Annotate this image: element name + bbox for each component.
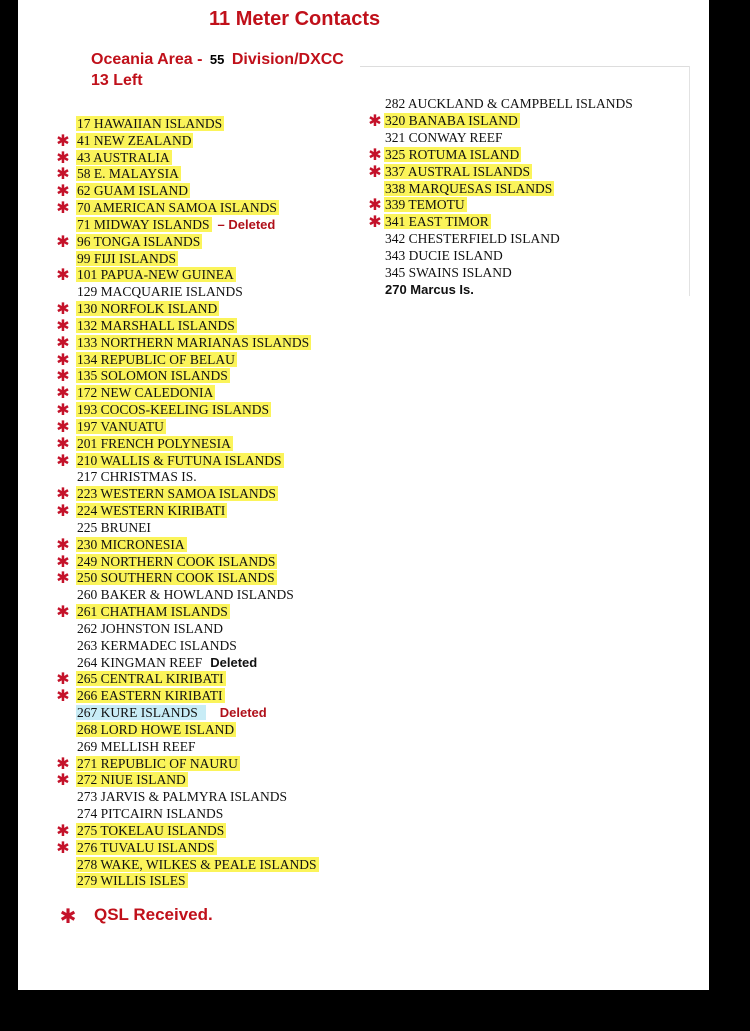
entity-label: 223 WESTERN SAMOA ISLANDS <box>77 486 276 502</box>
entity-label: 263 KERMADEC ISLANDS <box>77 637 237 653</box>
legend-text: QSL Received. <box>94 905 213 924</box>
entity-entry <box>76 587 296 603</box>
entity-entry <box>76 318 237 334</box>
entity-entry <box>76 469 199 485</box>
entity-label: 260 BAKER & HOWLAND ISLANDS <box>77 587 294 603</box>
entity-label: 279 WILLIS ISLES <box>77 873 186 889</box>
entity-entry <box>76 537 187 553</box>
asterisk-icon: ✱ <box>368 161 382 181</box>
asterisk-icon: ✱ <box>56 164 70 184</box>
asterisk-icon: ✱ <box>56 147 70 167</box>
asterisk-icon: ✱ <box>56 265 70 285</box>
entity-entry <box>76 301 219 317</box>
area-count: 55 <box>209 52 225 67</box>
entity-label: 230 MICRONESIA <box>77 536 185 552</box>
entity-entry <box>76 688 225 704</box>
entity-label: 197 VANUATU <box>77 418 164 434</box>
entity-label: 342 CHESTERFIELD ISLAND <box>385 231 560 247</box>
entity-label: 250 SOUTHERN COOK ISLANDS <box>77 570 275 586</box>
entity-entry <box>384 147 521 163</box>
entity-label: 321 CONWAY REEF <box>385 129 503 145</box>
entity-entry <box>384 265 514 281</box>
entity-label: 201 FRENCH POLYNESIA <box>77 435 231 451</box>
entity-label: 135 SOLOMON ISLANDS <box>77 368 228 384</box>
entity-label: 172 NEW CALEDONIA <box>77 385 214 401</box>
entity-entry <box>76 453 284 469</box>
entity-entry <box>76 267 236 283</box>
entity-label: 41 NEW ZEALAND <box>77 132 192 148</box>
entity-label: 132 MARSHALL ISLANDS <box>77 317 235 333</box>
entity-label: 70 AMERICAN SAMOA ISLANDS <box>77 200 277 216</box>
entity-entry <box>76 436 233 452</box>
entity-entry <box>384 181 554 197</box>
asterisk-icon: ✱ <box>56 450 70 470</box>
entity-entry <box>76 133 193 149</box>
entity-entry <box>384 113 520 129</box>
asterisk-icon: ✱ <box>56 383 70 403</box>
entity-label: 341 EAST TIMOR <box>385 214 489 230</box>
entity-label: 270 Marcus Is. <box>385 281 474 297</box>
entity-label: 43 AUSTRALIA <box>77 149 170 165</box>
asterisk-icon: ✱ <box>56 534 70 554</box>
entity-entry <box>76 352 237 368</box>
entity-entry <box>76 251 178 267</box>
entity-label: 337 AUSTRAL ISLANDS <box>385 163 531 179</box>
entity-label: 339 TEMOTU <box>385 197 465 213</box>
entity-entry <box>76 520 153 536</box>
entity-label: 338 MARQUESAS ISLANDS <box>385 180 553 196</box>
entity-entry <box>384 214 491 230</box>
asterisk-icon: ✱ <box>56 433 70 453</box>
asterisk-icon: ✱ <box>368 144 382 164</box>
asterisk-icon: ✱ <box>56 181 70 201</box>
entity-label: 343 DUCIE ISLAND <box>385 248 503 264</box>
divider-line <box>360 66 690 67</box>
entity-label: 261 CHATHAM ISLANDS <box>77 604 228 620</box>
entity-entry <box>76 368 230 384</box>
entity-entry <box>76 166 181 182</box>
entity-label: 266 EASTERN KIRIBATI <box>77 688 223 704</box>
entity-entry <box>76 873 188 889</box>
entity-entry <box>76 486 278 502</box>
entity-entry <box>76 503 227 519</box>
entity-label: 62 GUAM ISLAND <box>77 183 188 199</box>
asterisk-icon: ✱ <box>56 669 70 689</box>
entity-entry <box>76 638 239 654</box>
entity-label: 276 TUVALU ISLANDS <box>77 839 215 855</box>
entity-label: 101 PAPUA-NEW GUINEA <box>77 267 234 283</box>
asterisk-icon: ✱ <box>56 837 70 857</box>
asterisk-icon: ✱ <box>56 753 70 773</box>
entity-entry <box>76 789 289 805</box>
entity-entry <box>76 284 245 300</box>
entity-label: 71 MIDWAY ISLANDS <box>77 216 210 232</box>
entity-label: 217 CHRISTMAS IS. <box>77 469 197 485</box>
entity-label: 224 WESTERN KIRIBATI <box>77 503 226 519</box>
area-division: Division/DXCC <box>231 51 344 68</box>
entity-entry <box>384 231 562 247</box>
entity-label: 325 ROTUMA ISLAND <box>385 146 520 162</box>
entity-label: 274 PITCAIRN ISLANDS <box>77 806 224 822</box>
entity-label: 273 JARVIS & PALMYRA ISLANDS <box>77 789 287 805</box>
entity-entry <box>76 419 166 435</box>
asterisk-icon: ✱ <box>368 195 382 215</box>
entity-label: 271 REPUBLIC OF NAURU <box>77 755 238 771</box>
entity-entry <box>76 671 226 687</box>
deleted-note: Deleted <box>210 654 258 670</box>
entity-entry <box>384 197 467 213</box>
deleted-note: – Deleted <box>217 216 276 232</box>
entity-label: 130 NORFOLK ISLAND <box>77 301 218 317</box>
asterisk-icon: ✱ <box>368 212 382 232</box>
area-label: Oceania Area - <box>91 51 203 68</box>
entity-label: 193 COCOS-KEELING ISLANDS <box>77 402 269 418</box>
entity-entry <box>76 335 311 351</box>
entity-entry <box>384 248 505 264</box>
entity-entry <box>384 282 476 298</box>
entity-label: 133 NORTHERN MARIANAS ISLANDS <box>77 334 310 350</box>
entity-entry <box>76 554 277 570</box>
asterisk-icon: ✱ <box>56 231 70 251</box>
entity-label: 58 E. MALAYSIA <box>77 166 179 182</box>
entity-label: 99 FIJI ISLANDS <box>77 250 177 266</box>
entity-entry <box>76 234 202 250</box>
entity-entry <box>76 722 236 738</box>
asterisk-icon: ✱ <box>56 198 70 218</box>
entity-entry <box>76 183 190 199</box>
entity-label: 275 TOKELAU ISLANDS <box>77 822 225 838</box>
entity-label: 225 BRUNEI <box>77 519 151 535</box>
entity-entry <box>76 857 319 873</box>
asterisk-icon: ✱ <box>56 400 70 420</box>
asterisk-icon: ✱ <box>368 110 382 130</box>
asterisk-icon: ✱ <box>56 501 70 521</box>
entity-label: 269 MELLISH REEF <box>77 738 196 754</box>
asterisk-icon: ✱ <box>56 130 70 150</box>
entity-entry <box>76 150 172 166</box>
entity-label: 264 KINGMAN REEF <box>77 654 203 670</box>
entity-label: 17 HAWAIIAN ISLANDS <box>77 116 223 131</box>
asterisk-icon: ✱ <box>56 299 70 319</box>
entity-label: 267 KURE ISLANDS <box>76 705 206 720</box>
asterisk-icon: ✱ <box>56 602 70 622</box>
entity-entry <box>76 402 271 418</box>
entity-label: 134 REPUBLIC OF BELAU <box>77 351 235 367</box>
entity-entry <box>76 806 225 822</box>
entity-entry <box>76 621 225 637</box>
asterisk-icon: ✱ <box>56 770 70 790</box>
entity-entry <box>76 604 230 620</box>
asterisk-icon: ✱ <box>56 820 70 840</box>
entity-entry <box>384 130 505 146</box>
asterisk-icon: ✱ <box>59 904 77 928</box>
entity-entry <box>76 739 198 755</box>
entity-entry <box>76 823 226 839</box>
asterisk-icon: ✱ <box>56 568 70 588</box>
entity-label: 129 MACQUARIE ISLANDS <box>77 284 243 300</box>
entity-entry <box>76 200 279 216</box>
entity-label: 210 WALLIS & FUTUNA ISLANDS <box>77 452 282 468</box>
entity-entry <box>384 96 635 112</box>
entity-label: 249 NORTHERN COOK ISLANDS <box>77 553 276 569</box>
area-heading <box>91 51 344 69</box>
entity-label: 278 WAKE, WILKES & PEALE ISLANDS <box>77 856 317 872</box>
entity-label: 265 CENTRAL KIRIBATI <box>77 671 224 687</box>
entity-label: 282 AUCKLAND & CAMPBELL ISLANDS <box>385 96 633 111</box>
asterisk-icon: ✱ <box>56 551 70 571</box>
entity-entry <box>76 217 275 233</box>
asterisk-icon: ✱ <box>56 315 70 335</box>
entity-label: 320 BANABA ISLAND <box>385 112 518 128</box>
entity-entry <box>76 840 217 856</box>
page-title: 11 Meter Contacts <box>209 8 381 30</box>
entity-label: 262 JOHNSTON ISLAND <box>77 620 224 636</box>
entity-entry <box>76 570 277 586</box>
asterisk-icon: ✱ <box>56 332 70 352</box>
entity-label: 268 LORD HOWE ISLAND <box>77 721 235 737</box>
asterisk-icon: ✱ <box>56 416 70 436</box>
entity-entry <box>76 756 240 772</box>
entity-entry <box>76 772 188 788</box>
asterisk-icon: ✱ <box>56 366 70 386</box>
entity-entry <box>76 705 267 721</box>
entity-label: 345 SWAINS ISLAND <box>385 265 512 280</box>
asterisk-icon: ✱ <box>56 686 70 706</box>
entity-label: 272 NIUE ISLAND <box>77 772 186 788</box>
entity-entry <box>76 385 215 401</box>
entity-label: 96 TONGA ISLANDS <box>77 233 201 249</box>
entity-entry <box>384 164 532 180</box>
deleted-note: Deleted <box>219 705 267 721</box>
remaining-count: 13 Left <box>91 72 143 89</box>
entity-entry <box>76 116 224 132</box>
divider-line-vertical <box>689 66 690 296</box>
asterisk-icon: ✱ <box>56 484 70 504</box>
asterisk-icon: ✱ <box>56 349 70 369</box>
document-page <box>18 0 709 990</box>
entity-entry <box>76 655 257 671</box>
